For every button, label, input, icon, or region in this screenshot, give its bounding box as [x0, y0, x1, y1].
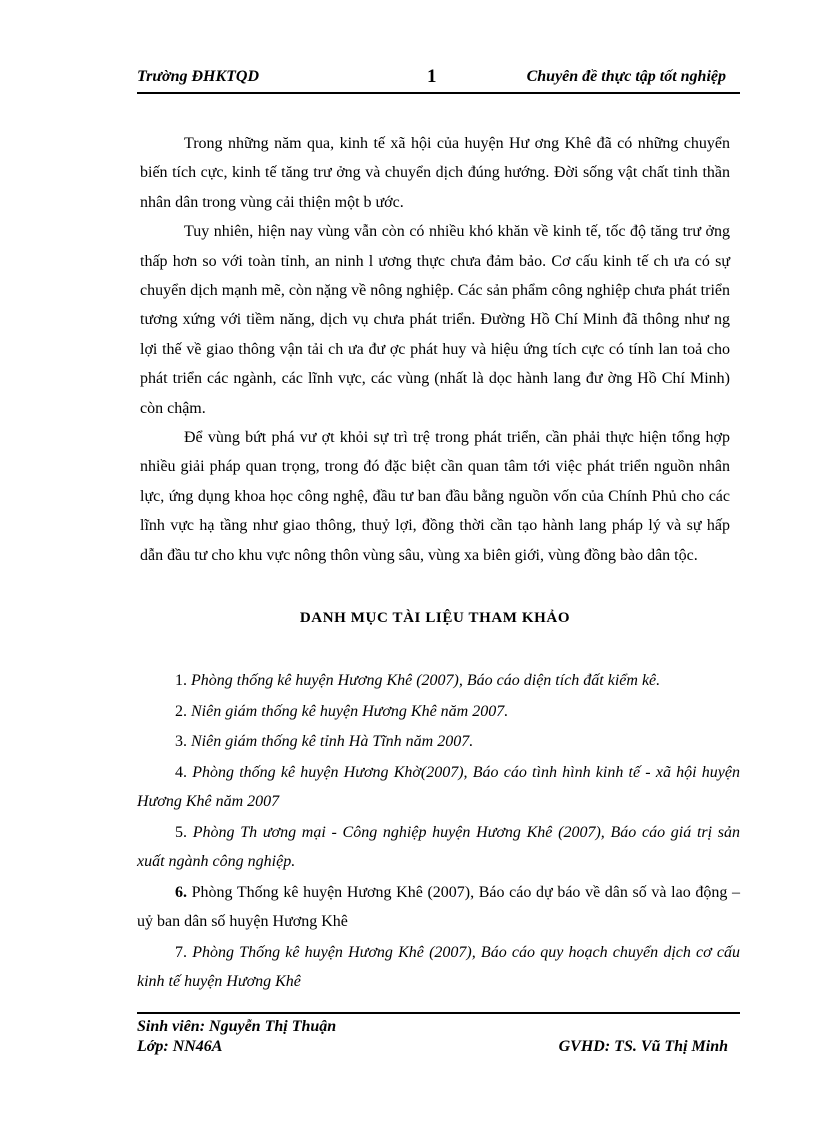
footer-student: Sinh viên: Nguyễn Thị Thuận — [137, 1018, 337, 1035]
paragraph: Trong những năm qua, kinh tế xã hội của huyện Hư ơng Khê đã có những chuyển biến tích cực, kinh tế tăng trư ởng và chuyển dịch đúng hướng. Đời sống vật chất tinh thần nhân dân trong vùng cải thiện một b ước. — [140, 135, 730, 211]
reference-number: 6. — [175, 883, 187, 901]
page-header — [137, 66, 740, 94]
reference-item — [137, 697, 740, 727]
page-number: 1 — [427, 66, 437, 87]
reference-item — [137, 758, 740, 817]
reference-number: 3. — [175, 733, 187, 750]
reference-item — [137, 666, 740, 696]
reference-number: 5. — [175, 823, 187, 841]
references-list — [137, 666, 740, 997]
reference-number: 7. — [175, 943, 187, 961]
reference-text: Phòng Thống kê huyện Hương Khê (2007), Báo cáo dự báo về dân số và lao động – uỷ ban dân số huyện Hương Khê — [137, 883, 741, 930]
header-school: Trường ĐHKTQD — [137, 68, 260, 85]
reference-number: 1. — [175, 672, 187, 689]
reference-text: Phòng Th ương mại - Công nghiệp huyện Hương Khê (2007), Báo cáo giá trị sản xuất ngành công nghiệp. — [137, 823, 740, 870]
reference-item — [137, 727, 740, 757]
reference-text: Niên giám thống kê tỉnh Hà Tĩnh năm 2007. — [191, 733, 474, 750]
paragraph: Để vùng bứt phá vư ợt khỏi sự trì trệ trong phát triển, cần phải thực hiện tổng hợp nhiều giải pháp quan trọng, trong đó đặc biệt cần quan tâm tới việc phát triển nguồn nhân lực, ứng dụng khoa học công nghệ, đầu tư ban đầu bằng nguồn vốn của Chính Phủ cho các lĩnh vực hạ tầng như giao thông, thuỷ lợi, đồng thời cần tạo hành lang pháp lý và sự hấp dẫn đầu tư cho khu vực nông thôn vùng sâu, vùng xa biên giới, vùng đồng bào dân tộc. — [140, 429, 730, 564]
reference-text: Phòng thống kê huyện Hương Khê (2007), Báo cáo diện tích đất kiểm kê. — [191, 672, 661, 689]
reference-item — [137, 818, 740, 877]
reference-text: Niên giám thống kê huyện Hương Khê năm 2007. — [191, 702, 509, 720]
header-doc-title: Chuyên đề thực tập tốt nghiệp — [526, 68, 726, 85]
reference-item — [137, 938, 740, 997]
footer-class: Lớp: NN46A — [137, 1038, 223, 1055]
reference-text: Phòng thống kê huyện Hương Khờ(2007), Báo cáo tình hình kinh tế - xã hội huyện Hương Khê năm 2007 — [137, 763, 741, 810]
reference-number: 2. — [175, 702, 187, 720]
references-heading: DANH MỤC TÀI LIỆU THAM KHẢO — [299, 610, 571, 626]
page-footer — [137, 1012, 740, 1058]
reference-number: 4. — [175, 763, 187, 781]
reference-item — [137, 878, 740, 937]
paragraph: Tuy nhiên, hiện nay vùng vẫn còn có nhiều khó khăn về kinh tế, tốc độ tăng trư ởng thấp hơn so với toàn tỉnh, an ninh l ương thực chưa đảm bảo. Cơ cấu kinh tế ch ưa có sự chuyển dịch mạnh mẽ, còn nặng về nông nghiệp. Các sản phẩm công nghiệp chưa phát triển tương xứng với tiềm năng, dịch vụ chưa phát triển. Đường Hồ Chí Minh đã thông như ng lợi thế về giao thông vận tải ch ưa đư ợc phát huy và hiệu ứng tích cực có tính lan toả cho phát triển các ngành, các lĩnh vực, các vùng (nhất là dọc hành lang đư ờng Hồ Chí Minh) còn chậm. — [140, 223, 730, 417]
footer-advisor: GVHD: TS. Vũ Thị Minh — [558, 1038, 728, 1055]
body-text — [140, 129, 730, 570]
reference-text: Phòng Thống kê huyện Hương Khê (2007), Báo cáo quy hoạch chuyển dịch cơ cấu kinh tế huyện Hương Khê — [137, 943, 741, 990]
